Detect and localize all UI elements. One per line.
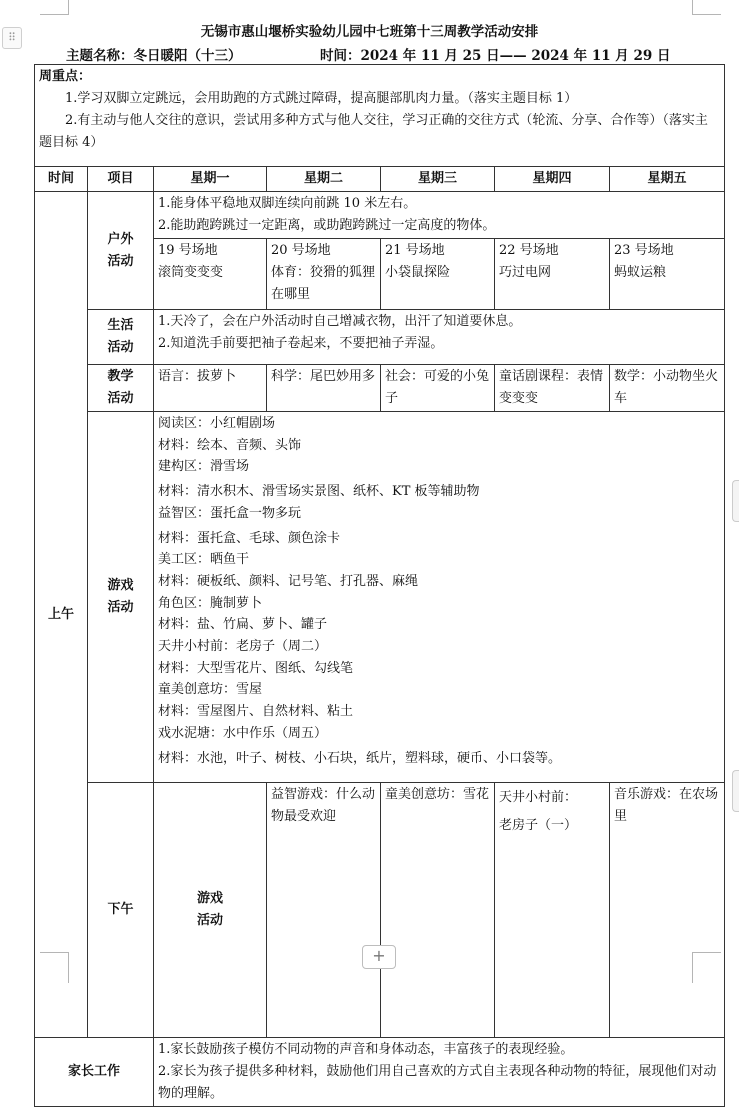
outdoor-label: 户外 活动 (88, 192, 154, 310)
outdoor-goal: 1.能身体平稳地双脚连续向前跳 10 米左右。 (158, 196, 417, 211)
site-label: 20 号场地 (271, 243, 331, 258)
game-am-label: 游戏 活动 (88, 412, 154, 783)
header-thursday: 星期四 (495, 167, 610, 192)
material-line: 材料：硬板纸、颜料、记号笔、打孔器、麻绳 (158, 573, 419, 589)
activity-label: 体育：狡猾的狐狸在哪里 (271, 265, 376, 302)
material-line: 材料：绘本、音频、头饰 (158, 437, 302, 453)
area-line: 阅读区：小红帽剧场 (158, 416, 276, 431)
game-am-row (35, 412, 725, 783)
header-friday: 星期五 (610, 167, 725, 192)
material-line: 材料：水池，叶子、树枝、小石块，纸片，塑料球，硬币、小口袋等。 (158, 750, 562, 766)
game-pm-label: 游戏 活动 (154, 783, 267, 1038)
teaching-mon: 语言：拔萝卜 (154, 365, 267, 412)
focus-row (35, 65, 725, 167)
header-wednesday: 星期三 (381, 167, 495, 192)
document-title: 无锡市惠山堰桥实验幼儿园中七班第十三周教学活动安排 (200, 24, 539, 40)
area-line: 戏水泥塘：水中作乐（周五） (158, 725, 328, 741)
corner-mark-top-left (40, 0, 69, 15)
corner-mark-top-right (692, 0, 721, 15)
parents-label: 家长工作 (35, 1038, 154, 1107)
area-line: 益智区：蛋托盒一物多玩 (158, 505, 302, 521)
add-row-button[interactable]: + (362, 945, 396, 969)
parents-row (35, 1038, 725, 1107)
teaching-label: 教学 活动 (88, 365, 154, 412)
date-range: 时间：2024 年 11 月 25 日—— 2024 年 11 月 29 日 (320, 48, 671, 64)
activity-label: 滚筒变变变 (158, 265, 224, 280)
outdoor-day-fri (610, 239, 725, 310)
site-label: 21 号场地 (385, 243, 445, 258)
outdoor-day-tue (267, 239, 381, 310)
life-item: 2.知道洗手前要把袖子卷起来，不要把袖子弄湿。 (158, 336, 444, 351)
header-row (35, 167, 725, 192)
game-pm-thu: 音乐游戏：在农场里 (610, 783, 725, 1038)
site-label: 22 号场地 (499, 243, 559, 258)
outdoor-goals-row (35, 192, 725, 239)
area-line: 美工区：晒鱼干 (158, 552, 250, 568)
teaching-thu: 童话剧课程：表情变变变 (495, 365, 610, 412)
activity-label: 巧过电网 (499, 265, 552, 280)
header-monday: 星期一 (154, 167, 267, 192)
parents-item: 2.家长为孩子提供多种材料，鼓励他们用自己喜欢的方式自主表现各种动物的特征，展现他们对动物的理解。 (158, 1064, 717, 1101)
area-line: 天井小村前：老房子（周二） (158, 639, 328, 655)
parents-item: 1.家长鼓励孩子模仿不同动物的声音和身体动态，丰富孩子的表现经验。 (158, 1042, 574, 1057)
outdoor-day-wed (381, 239, 495, 310)
focus-item: 2.有主动与他人交往的意识，尝试用多种方式与他人交往，学习正确的交往方式（轮流、分享、合作等）（落实主题目标 4） (39, 113, 708, 150)
teaching-wed: 社会：可爱的小兔子 (381, 365, 495, 412)
teaching-row (35, 365, 725, 412)
life-label: 生活 活动 (88, 310, 154, 365)
material-line: 材料：盐、竹扁、萝卜、罐子 (158, 617, 328, 633)
material-line: 材料：雪屋图片、自然材料、粘土 (158, 704, 354, 720)
drag-handle-icon[interactable]: ⠿ (2, 27, 22, 49)
game-pm-wed: 天井小村前： 老房子（一） (495, 783, 610, 1038)
game-pm-row (35, 783, 725, 1038)
teaching-tue: 科学：尾巴妙用多 (267, 365, 381, 412)
game-pm-tue: 童美创意坊：雪花 (381, 783, 495, 1038)
side-scroll-tab[interactable] (732, 480, 739, 522)
material-line: 材料：蛋托盒、毛球、颜色涂卡 (158, 530, 341, 546)
outdoor-day-mon (154, 239, 267, 310)
site-label: 19 号场地 (158, 243, 218, 258)
focus-heading: 周重点： (39, 69, 92, 84)
header-time: 时间 (35, 167, 88, 192)
side-scroll-tab-lower[interactable] (732, 770, 739, 812)
game-pm-mon: 益智游戏：什么动物最受欢迎 (267, 783, 381, 1038)
header-tuesday: 星期二 (267, 167, 381, 192)
outdoor-day-thu (495, 239, 610, 310)
material-line: 材料：大型雪花片、图纸、勾线笔 (158, 660, 354, 676)
activity-label: 小袋鼠探险 (385, 265, 451, 280)
header-item: 项目 (88, 167, 154, 192)
activity-label: 蚂蚁运粮 (614, 265, 667, 280)
theme-name: 主题名称：冬日暖阳（十三） (66, 48, 242, 64)
material-line: 材料：清水积木、滑雪场实景图、纸杯、KT 板等辅助物 (158, 484, 480, 500)
focus-item: 1.学习双脚立定跳远，会用助跑的方式跳过障碍，提高腿部肌肉力量。（落实主题目标 1） (65, 91, 578, 106)
life-item: 1.天冷了，会在户外活动时自己增减衣物，出汗了知道要休息。 (158, 314, 522, 329)
outdoor-goal: 2.能助跑跨跳过一定距离，或助跑跨跳过一定高度的物体。 (158, 218, 496, 233)
teaching-fri: 数学：小动物坐火车 (610, 365, 725, 412)
life-row (35, 310, 725, 365)
area-line: 角色区：腌制萝卜 (158, 595, 263, 611)
morning-label: 上午 (35, 192, 88, 1038)
area-line: 童美创意坊：雪屋 (158, 682, 263, 698)
area-line: 建构区：滑雪场 (158, 459, 250, 475)
afternoon-label: 下午 (88, 783, 154, 1038)
site-label: 23 号场地 (614, 243, 674, 258)
